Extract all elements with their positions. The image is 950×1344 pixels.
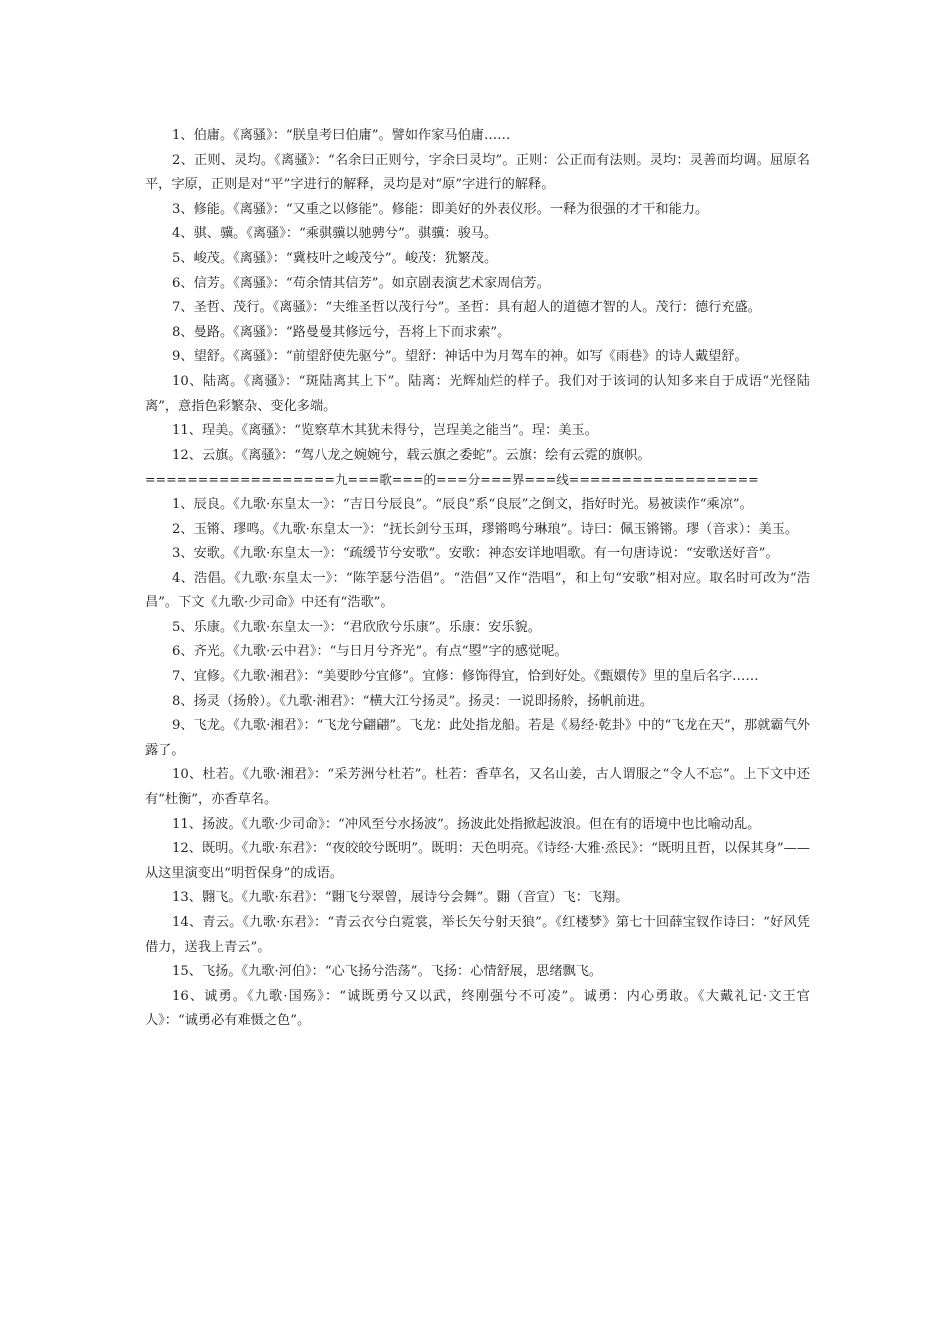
lisao-entry-3: 3、修能。《离骚》：“又重之以修能”。修能：即美好的外表仪形。一释为很强的才干和能力。 [172, 201, 709, 217]
jiuge-entry-11: 11、扬波。《九歌·少司命》：“冲风至兮水扬波”。扬波此处指掀起波浪。但在有的语境中也比喻动乱。 [172, 816, 761, 832]
lisao-entry-10: 10、陆离。《离骚》：“斑陆离其上下”。陆离：光辉灿烂的样子。我们对于该词的认知多来自于成语“光怪陆离”，意指色彩繁杂、变化多端。 [145, 373, 810, 414]
jiuge-entry-15: 15、飞扬。《九歌·河伯》：“心飞扬兮浩荡”。飞扬：心情舒展，思绪飘飞。 [172, 964, 603, 980]
lisao-entry-9: 9、望舒。《离骚》：“前望舒使先驱兮”。望舒：神话中为月驾车的神。如写《雨巷》的诗人戴望舒。 [172, 349, 748, 365]
lisao-entry-2: 2、正则、灵均。《离骚》：“名余曰正则兮，字余曰灵均”。正则：公正而有法则。灵均：灵善而均调。屈原名平，字原，正则是对“平”字进行的解释，灵均是对“原”字进行的解释。 [145, 152, 810, 193]
jiuge-entry-12: 12、既明。《九歌·东君》：“夜皎皎兮既明”。既明：天色明亮。《诗经·大雅·烝民》：“既明且哲，以保其身”——从这里演变出“明哲保身”的成语。 [145, 841, 810, 881]
lisao-entry-12: 12、云旗。《离骚》：“驾八龙之婉婉兮，载云旗之委蛇”。云旗：绘有云霓的旗帜。 [172, 447, 651, 463]
lisao-entry-1: 1、伯庸。《离骚》：“朕皇考曰伯庸”。譬如作家马伯庸…… [172, 128, 511, 143]
jiuge-entry-16: 16、诚勇。《九歌·国殇》：“诚既勇兮又以武，终刚强兮不可凌”。诚勇：内心勇敢。《大戴礼记·文王官人》：“诚勇必有难慑之色”。 [145, 988, 810, 1029]
jiuge-entry-8: 8、扬灵（扬舲）。《九歌·湘君》：“横大江兮扬灵”。扬灵：一说即扬舲，扬帆前进。 [172, 693, 654, 709]
document-body [145, 124, 810, 1034]
lisao-entry-5: 5、峻茂。《离骚》：“冀枝叶之峻茂兮”。峻茂：犹繁茂。 [172, 250, 498, 266]
lisao-entry-8: 8、曼路。《离骚》：“路曼曼其修远兮，吾将上下而求索”。 [172, 324, 511, 340]
jiuge-entry-14: 14、青云。《九歌·东君》：“青云衣兮白霓裳，举长矢兮射天狼”。《红楼梦》第七十回薛宝钗作诗曰：“好风凭借力，送我上青云”。 [145, 915, 810, 955]
lisao-entry-7: 7、圣哲、茂行。《离骚》：“夫维圣哲以茂行兮”。圣哲：具有超人的道德才智的人。茂行：德行充盛。 [172, 300, 761, 316]
jiuge-entry-1: 1、辰良。《九歌·东皇太一》：“吉日兮辰良”。“辰良”系“良辰”之倒文，指好时光。易被读作“乘凉”。 [172, 496, 753, 512]
lisao-entry-4: 4、骐、骥。《离骚》：“乘骐骥以驰骋兮”。骐骥：骏马。 [172, 226, 498, 242]
lisao-entry-11: 11、珵美。《离骚》：“览察草木其犹未得兮，岂珵美之能当”。珵：美玉。 [172, 423, 598, 439]
jiuge-entry-5: 5、乐康。《九歌·东皇太一》：“君欣欣兮乐康”。乐康：安乐貌。 [172, 619, 541, 635]
lisao-entry-6: 6、信芳。《离骚》：“苟余情其信芳”。如京剧表演艺术家周信芳。 [172, 275, 550, 291]
jiuge-entry-7: 7、宜修。《九歌·湘君》：“美要眇兮宜修”。宜修：修饰得宜，恰到好处。《甄嬛传》里的皇后名字…… [172, 669, 759, 685]
section-divider: ==================九===歌===的===分===界===线================== [145, 472, 759, 488]
jiuge-entry-3: 3、安歌。《九歌·东皇太一》：“疏缓节兮安歌”。安歌：神态安详地唱歌。有一句唐诗说：“安歌送好音”。 [172, 546, 779, 562]
jiuge-entry-2: 2、玉锵、璆鸣。《九歌·东皇太一》：“抚长剑兮玉珥，璆锵鸣兮琳琅”。诗曰：佩玉锵锵。璆（音求）：美玉。 [172, 521, 799, 537]
jiuge-entry-6: 6、齐光。《九歌·云中君》：“与日月兮齐光”。有点“曌”字的感觉呢。 [172, 644, 568, 660]
jiuge-entry-9: 9、飞龙。《九歌·湘君》：“飞龙兮翩翩”。飞龙：此处指龙船。若是《易经·乾卦》中的“飞龙在天”，那就霸气外露了。 [145, 718, 810, 758]
jiuge-entry-13: 13、翾飞。《九歌·东君》：“翾飞兮翠曾，展诗兮会舞”。翾（音宣）飞：飞翔。 [172, 890, 629, 906]
jiuge-entry-4: 4、浩倡。《九歌·东皇太一》：“陈竽瑟兮浩倡”。“浩倡”又作“浩唱”，和上句“安歌”相对应。取名时可改为“浩昌”。下文《九歌·少司命》中还有“浩歌”。 [145, 570, 810, 611]
jiuge-entry-10: 10、杜若。《九歌·湘君》：“采芳洲兮杜若”。杜若：香草名，又名山姜，古人谓服之“令人不忘”。上下文中还有“杜衡”，亦香草名。 [145, 767, 810, 808]
